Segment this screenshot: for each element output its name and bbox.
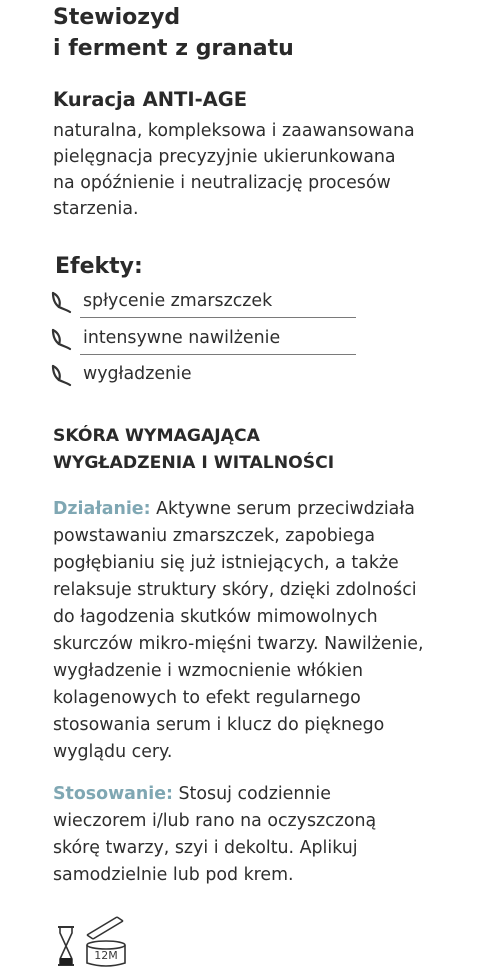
skin-type-heading (53, 423, 334, 477)
usage-line (53, 781, 473, 808)
action-paragraph (53, 496, 473, 766)
action-lead: Działanie: (53, 499, 151, 519)
action-line: kolagenowych to efekt regularnego (53, 688, 361, 708)
effect-divider (80, 354, 356, 355)
hourglass-icon (56, 925, 76, 967)
action-text: Aktywne serum przeciwdziała (150, 499, 415, 519)
effect-label: wygładzenie (83, 364, 192, 384)
usage-line: wieczorem i/lub rano na oczyszczoną (53, 811, 377, 831)
product-title-line-1: Stewiozyd (53, 5, 181, 30)
action-line: do łagodzenia skutków mimowolnych (53, 607, 378, 627)
effect-label: intensywne nawilżenie (83, 327, 281, 348)
action-line: powstawaniu zmarszczek, zapobiega (53, 526, 376, 546)
leaf-icon (50, 327, 72, 351)
usage-lead: Stosowanie: (53, 784, 173, 804)
skin-type-line-2: WYGŁADZENIA I WITALNOŚCI (53, 453, 335, 473)
usage-line: skórę twarzy, szyi i dekoltu. Aplikuj (53, 838, 358, 858)
action-line: wygładzenie i wzmocnienie włókien (53, 661, 364, 681)
intro-line: naturalna, kompleksowa i zaawansowana (53, 121, 415, 141)
product-title-line-2: i ferment z granatu (53, 36, 294, 61)
usage-text: Stosuj codziennie (172, 784, 331, 804)
effect-label: spłycenie zmarszczek (83, 291, 273, 311)
intro-paragraph (53, 118, 473, 222)
effect-divider (80, 317, 356, 318)
treatment-subtitle: Kuracja ANTI-AGE (53, 88, 248, 111)
action-line: skurczów mikro-mięśni twarzy. Nawilżenie, (53, 634, 424, 654)
intro-line: na opóźnienie i neutralizację procesów (53, 173, 391, 193)
product-title (53, 2, 294, 64)
intro-line: starzenia. (53, 199, 139, 219)
usage-paragraph (53, 781, 473, 889)
action-line (53, 496, 473, 523)
leaf-icon (50, 290, 72, 314)
usage-line: samodzielnie lub pod krem. (53, 865, 294, 885)
effects-heading: Efekty: (55, 254, 143, 279)
action-line: wyglądu cery. (53, 742, 173, 762)
action-line: pogłębianiu się już istniejących, a także (53, 553, 399, 573)
intro-line: pielęgnacja precyzyjnie ukierunkowana (53, 147, 396, 167)
leaf-icon (50, 363, 72, 387)
skin-type-line-1: SKÓRA WYMAGAJĄCA (53, 426, 260, 446)
action-line: relaksuje struktury skóry, dzięki zdolności (53, 580, 417, 600)
action-line: stosowania serum i klucz do pięknego (53, 715, 385, 735)
period-after-opening-label: 12M (94, 949, 118, 962)
